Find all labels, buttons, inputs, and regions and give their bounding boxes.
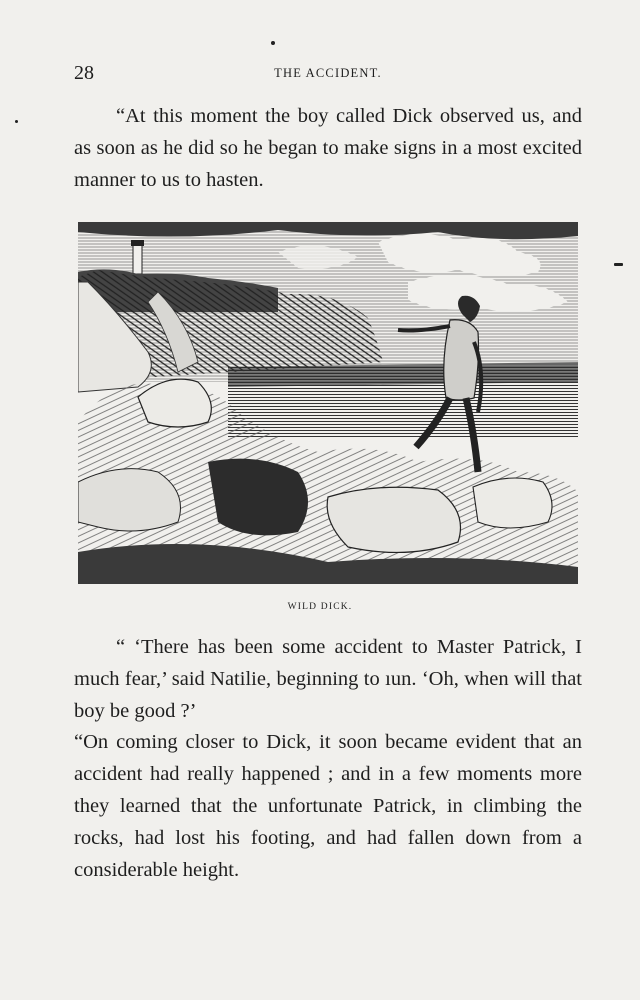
wild-dick-illustration [78, 222, 578, 584]
page-header [74, 62, 582, 86]
ink-speck [614, 263, 623, 266]
paragraph: “At this moment the boy called Dick observed us, and as soon as he did so he began to make signs in a most excited manner to us to hasten. [74, 105, 582, 191]
page-number: 28 [74, 62, 94, 84]
ink-speck [15, 120, 18, 123]
illustration-caption: WILD DICK. [287, 602, 353, 612]
running-title: THE ACCIDENT. [274, 66, 382, 80]
paragraph: “ ‘There has been some accident to Master Patrick, I much fear,’ said Natilie, beginning to ıun. ‘Oh, when will that boy be good ?’ [74, 636, 582, 722]
ink-speck [271, 41, 275, 45]
paragraph: “On coming closer to Dick, it soon became evident that an accident had really happened ; and in a few moments more they learned that the unfortunate Patrick, in climbing the rocks, had lost his footing, and had fallen down from a considerable height. [74, 731, 582, 881]
